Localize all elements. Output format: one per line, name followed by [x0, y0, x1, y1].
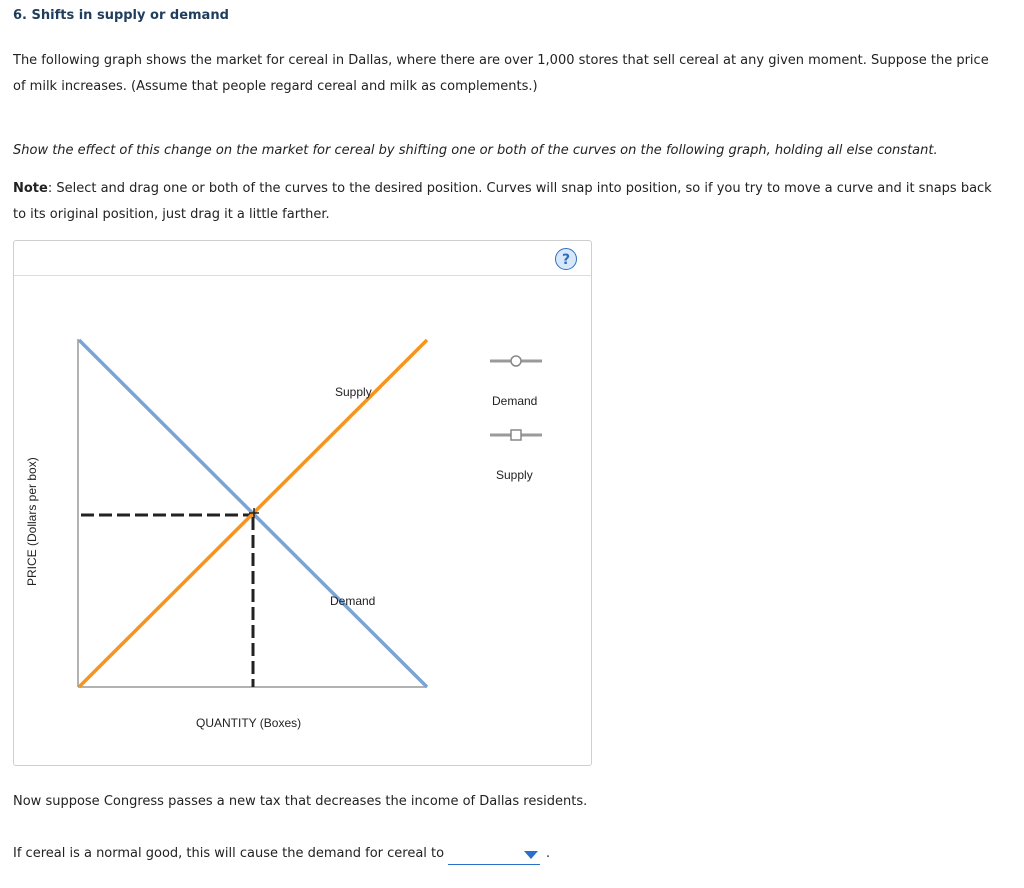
y-axis-label: PRICE (Dollars per box): [25, 457, 39, 586]
x-axis-label: QUANTITY (Boxes): [196, 716, 302, 730]
legend-supply-marker-icon[interactable]: [511, 430, 521, 440]
instruction-text: Show the effect of this change on the market for cereal by shifting one or both of the curves on the following graph, holding all else constant.: [13, 143, 938, 158]
supply-curve-label: Supply: [335, 385, 372, 399]
intro-text: The following graph shows the market for cereal in Dallas, where there are over 1,000 stores that sell cereal at any given moment. Suppose the price of milk increases. (Assume that people regard cereal and milk as complements.): [13, 53, 989, 94]
demand-change-dropdown[interactable]: [448, 846, 540, 865]
prompt-text: If cereal is a normal good, this will cause the demand for cereal to: [13, 846, 445, 861]
demand-curve-label: Demand: [330, 594, 376, 608]
legend-supply-label: Supply: [496, 468, 533, 482]
note-text: [13, 176, 1003, 228]
legend-demand-label: Demand: [492, 394, 538, 408]
followup-text: Now suppose Congress passes a new tax that decreases the income of Dallas residents.: [13, 794, 588, 809]
supply-demand-graph: [14, 241, 591, 765]
graph-panel: [13, 240, 592, 766]
note-label: Note: [13, 181, 48, 196]
note-body: : Select and drag one or both of the curves to the desired position. Curves will snap into position, so if you try to move a curve and it snaps back to its original position, just drag it a little farther.: [13, 181, 992, 222]
help-button[interactable]: ?: [555, 248, 577, 270]
legend-demand-marker-icon[interactable]: [511, 356, 521, 366]
question-title: 6. Shifts in supply or demand: [13, 8, 229, 23]
chevron-down-icon[interactable]: [524, 851, 538, 859]
prompt-period: .: [546, 846, 551, 861]
